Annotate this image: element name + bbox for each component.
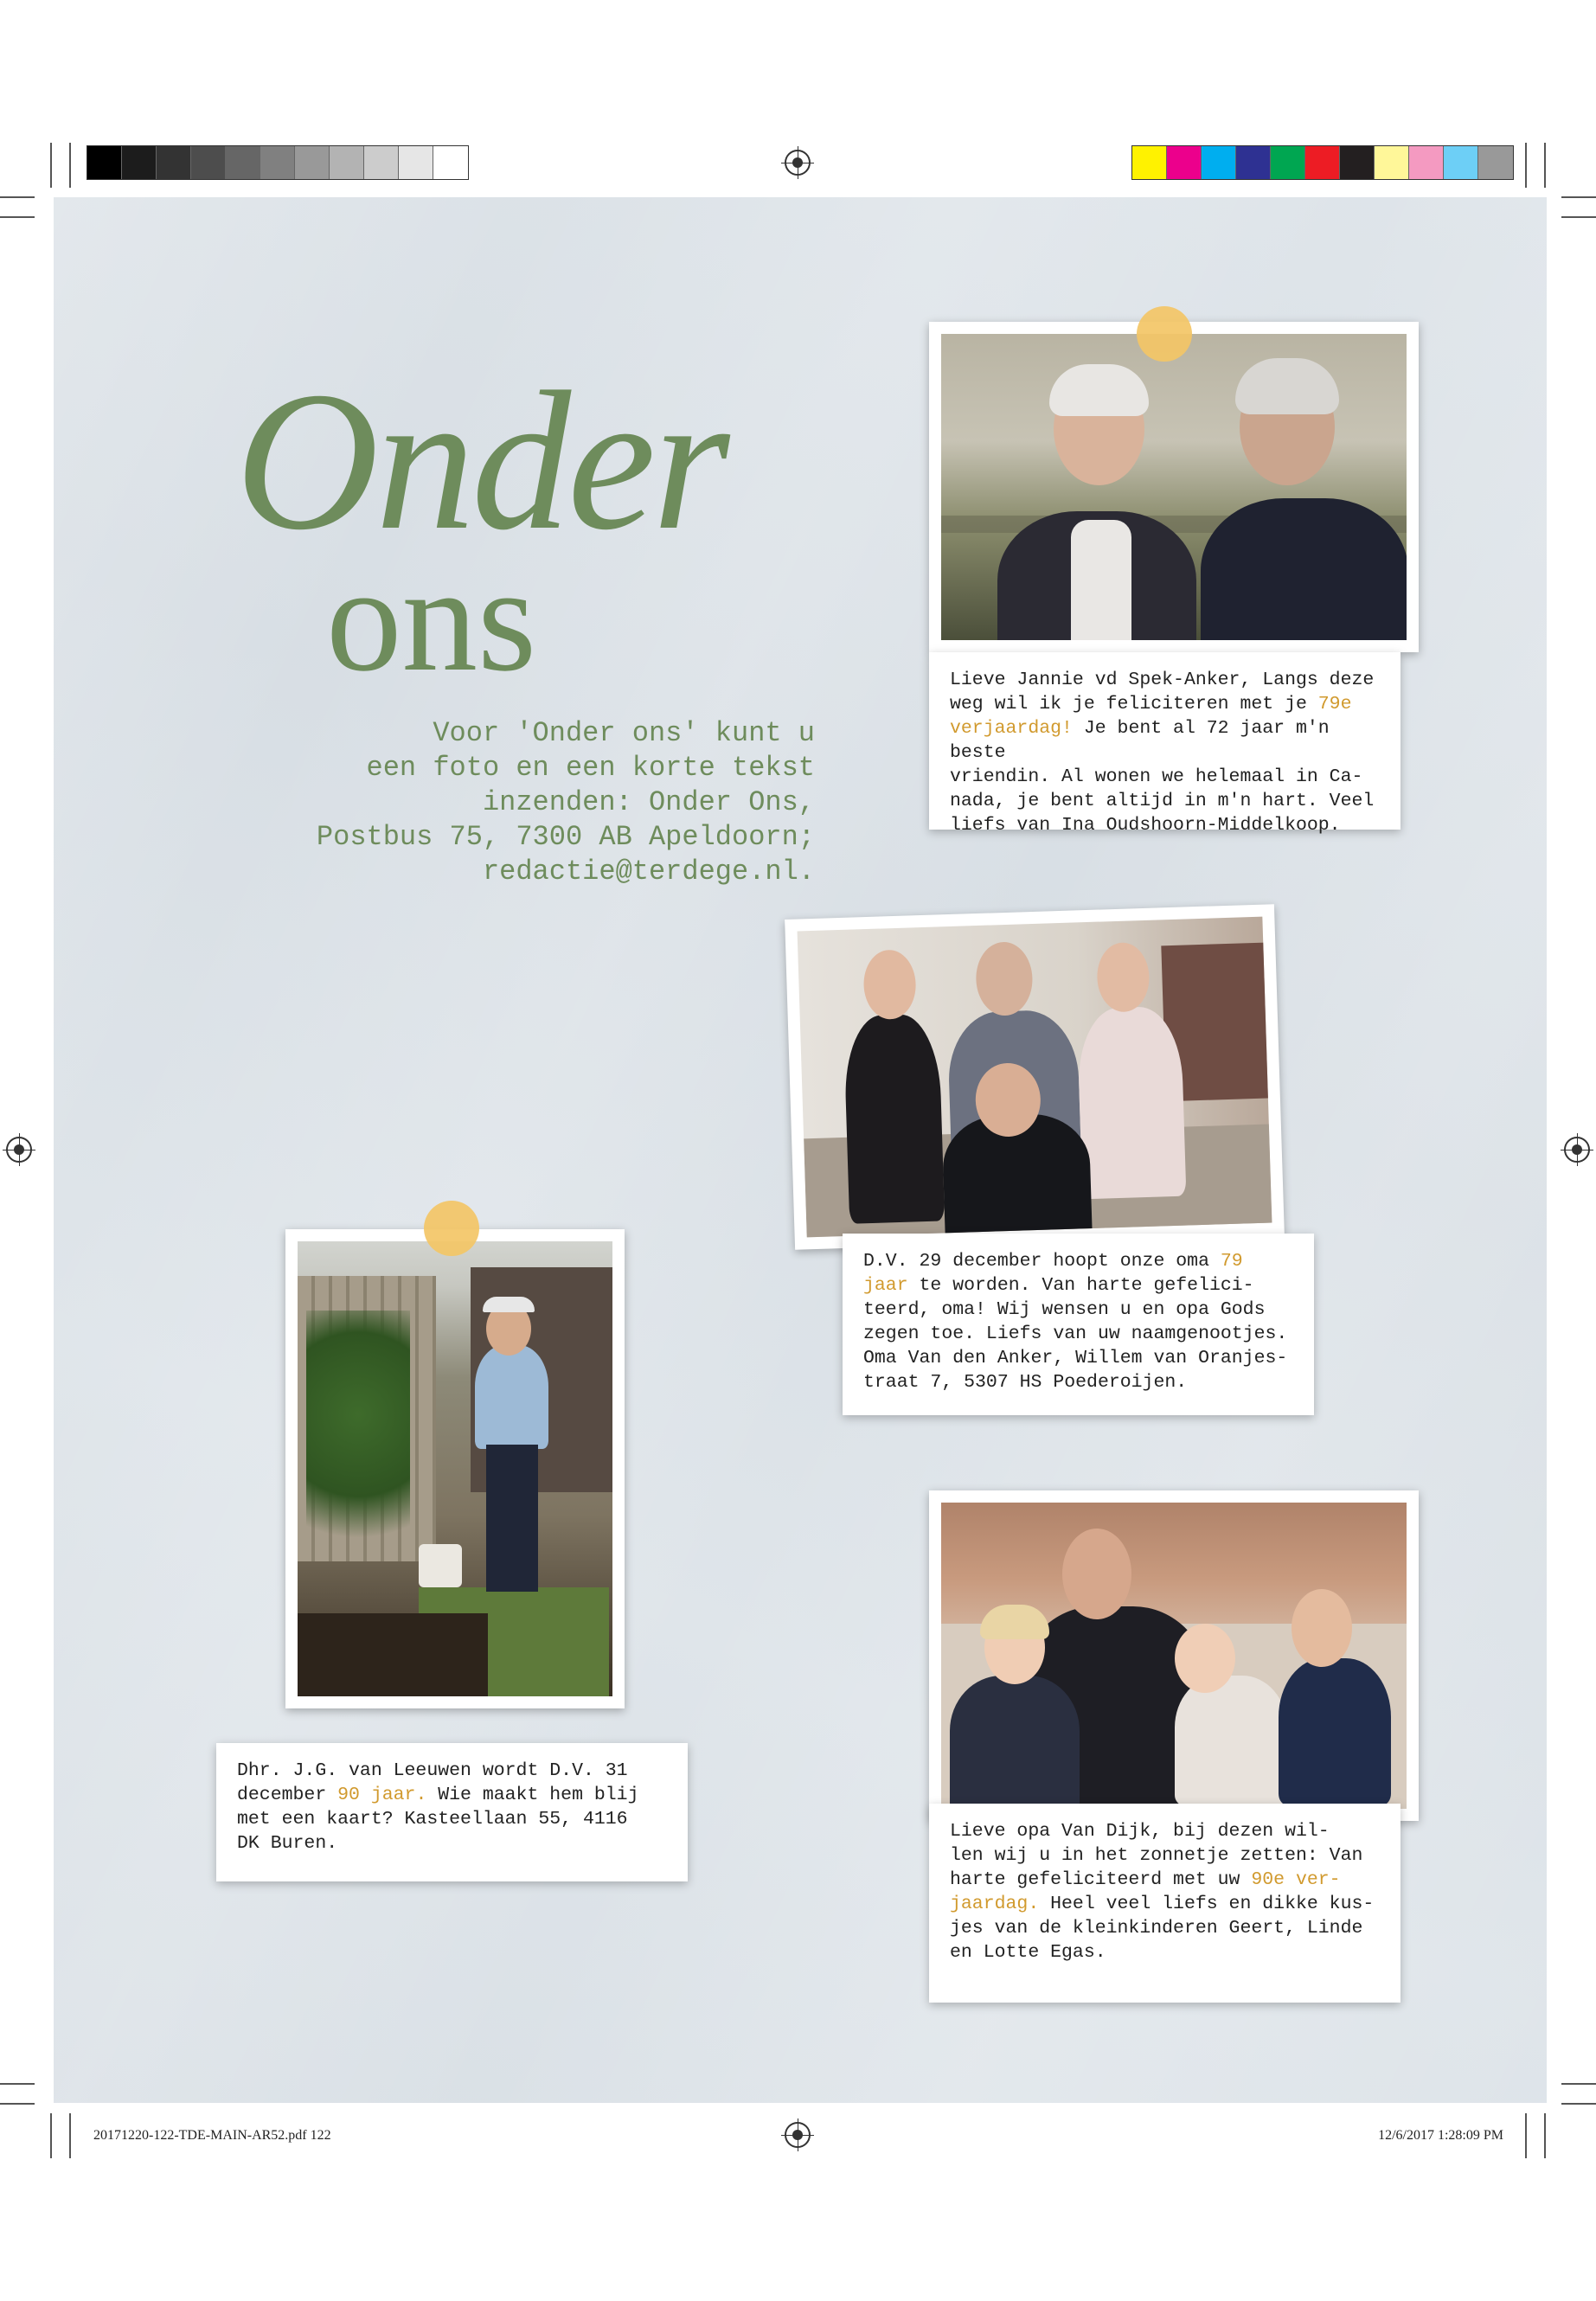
crop-mark bbox=[69, 2113, 71, 2158]
crop-mark bbox=[0, 196, 35, 198]
crop-mark bbox=[69, 143, 71, 188]
footer-file-label: 20171220-122-TDE-MAIN-AR52.pdf 122 bbox=[93, 2128, 331, 2143]
crop-mark bbox=[1525, 143, 1527, 188]
registration-mark-icon bbox=[1564, 1137, 1590, 1163]
crop-mark bbox=[0, 216, 35, 218]
color-swatches bbox=[1131, 145, 1514, 180]
page-subtitle: ons bbox=[326, 535, 537, 702]
caption-oma-van-den-anker: D.V. 29 december hoopt onze oma 79 jaar te worden. Van harte gefelici- teerd, oma! Wij wensen u en opa Gods zegen toe. Liefs van uw naamgenootjes. Oma Van den Anker, Willem van Oranjes- traat 7, 5307 HS Poederoijen. bbox=[843, 1234, 1314, 1415]
crop-mark bbox=[1525, 2113, 1527, 2158]
crop-mark bbox=[50, 143, 52, 188]
crop-mark bbox=[1544, 143, 1546, 188]
page-title: Onder bbox=[235, 350, 727, 571]
grayscale-swatches bbox=[87, 145, 469, 180]
pin-icon bbox=[424, 1201, 479, 1256]
pin-icon bbox=[1137, 306, 1192, 362]
photo-two-women bbox=[929, 322, 1419, 652]
registration-mark-icon bbox=[785, 150, 811, 176]
page-background bbox=[54, 197, 1547, 2103]
photo-family-group bbox=[785, 904, 1285, 1250]
crop-mark bbox=[1561, 216, 1596, 218]
photo-man-in-garden bbox=[285, 1229, 625, 1708]
caption-opa-van-dijk: Lieve opa Van Dijk, bij dezen wil- len wij u in het zonnetje zetten: Van harte gefeliciteerd met uw 90e ver- jaardag. Heel veel liefs en dikke kus- jes van de kleinkinderen Geert, Linde en Lotte Egas. bbox=[929, 1804, 1401, 2003]
intro-text: Voor 'Onder ons' kunt u een foto en een korte tekst inzenden: Onder Ons, Postbus 75, 7300 AB Apeldoorn; redactie@terdege.nl. bbox=[316, 717, 815, 888]
crop-mark bbox=[1544, 2113, 1546, 2158]
crop-mark bbox=[1561, 196, 1596, 198]
crop-mark bbox=[0, 2083, 35, 2085]
caption-jannie: Lieve Jannie vd Spek-Anker, Langs deze weg wil ik je feliciteren met je 79e verjaardag! Je bent al 72 jaar m'n beste vriendin. Al wonen we helemaal in Ca- nada, je bent altijd in m'n hart. Veel liefs van Ina Oudshoorn-Middelkoop. bbox=[929, 652, 1401, 830]
crop-mark bbox=[50, 2113, 52, 2158]
crop-mark bbox=[1561, 2103, 1596, 2105]
registration-mark-icon bbox=[785, 2122, 811, 2148]
footer-timestamp: 12/6/2017 1:28:09 PM bbox=[1378, 2128, 1503, 2143]
registration-mark-icon bbox=[6, 1137, 32, 1163]
photo-grandfather-grandchildren bbox=[929, 1490, 1419, 1821]
crop-mark bbox=[1561, 2083, 1596, 2085]
caption-van-leeuwen: Dhr. J.G. van Leeuwen wordt D.V. 31 december 90 jaar. Wie maakt hem blij met een kaart? Kasteellaan 55, 4116 DK Buren. bbox=[216, 1743, 688, 1881]
crop-mark bbox=[0, 2103, 35, 2105]
